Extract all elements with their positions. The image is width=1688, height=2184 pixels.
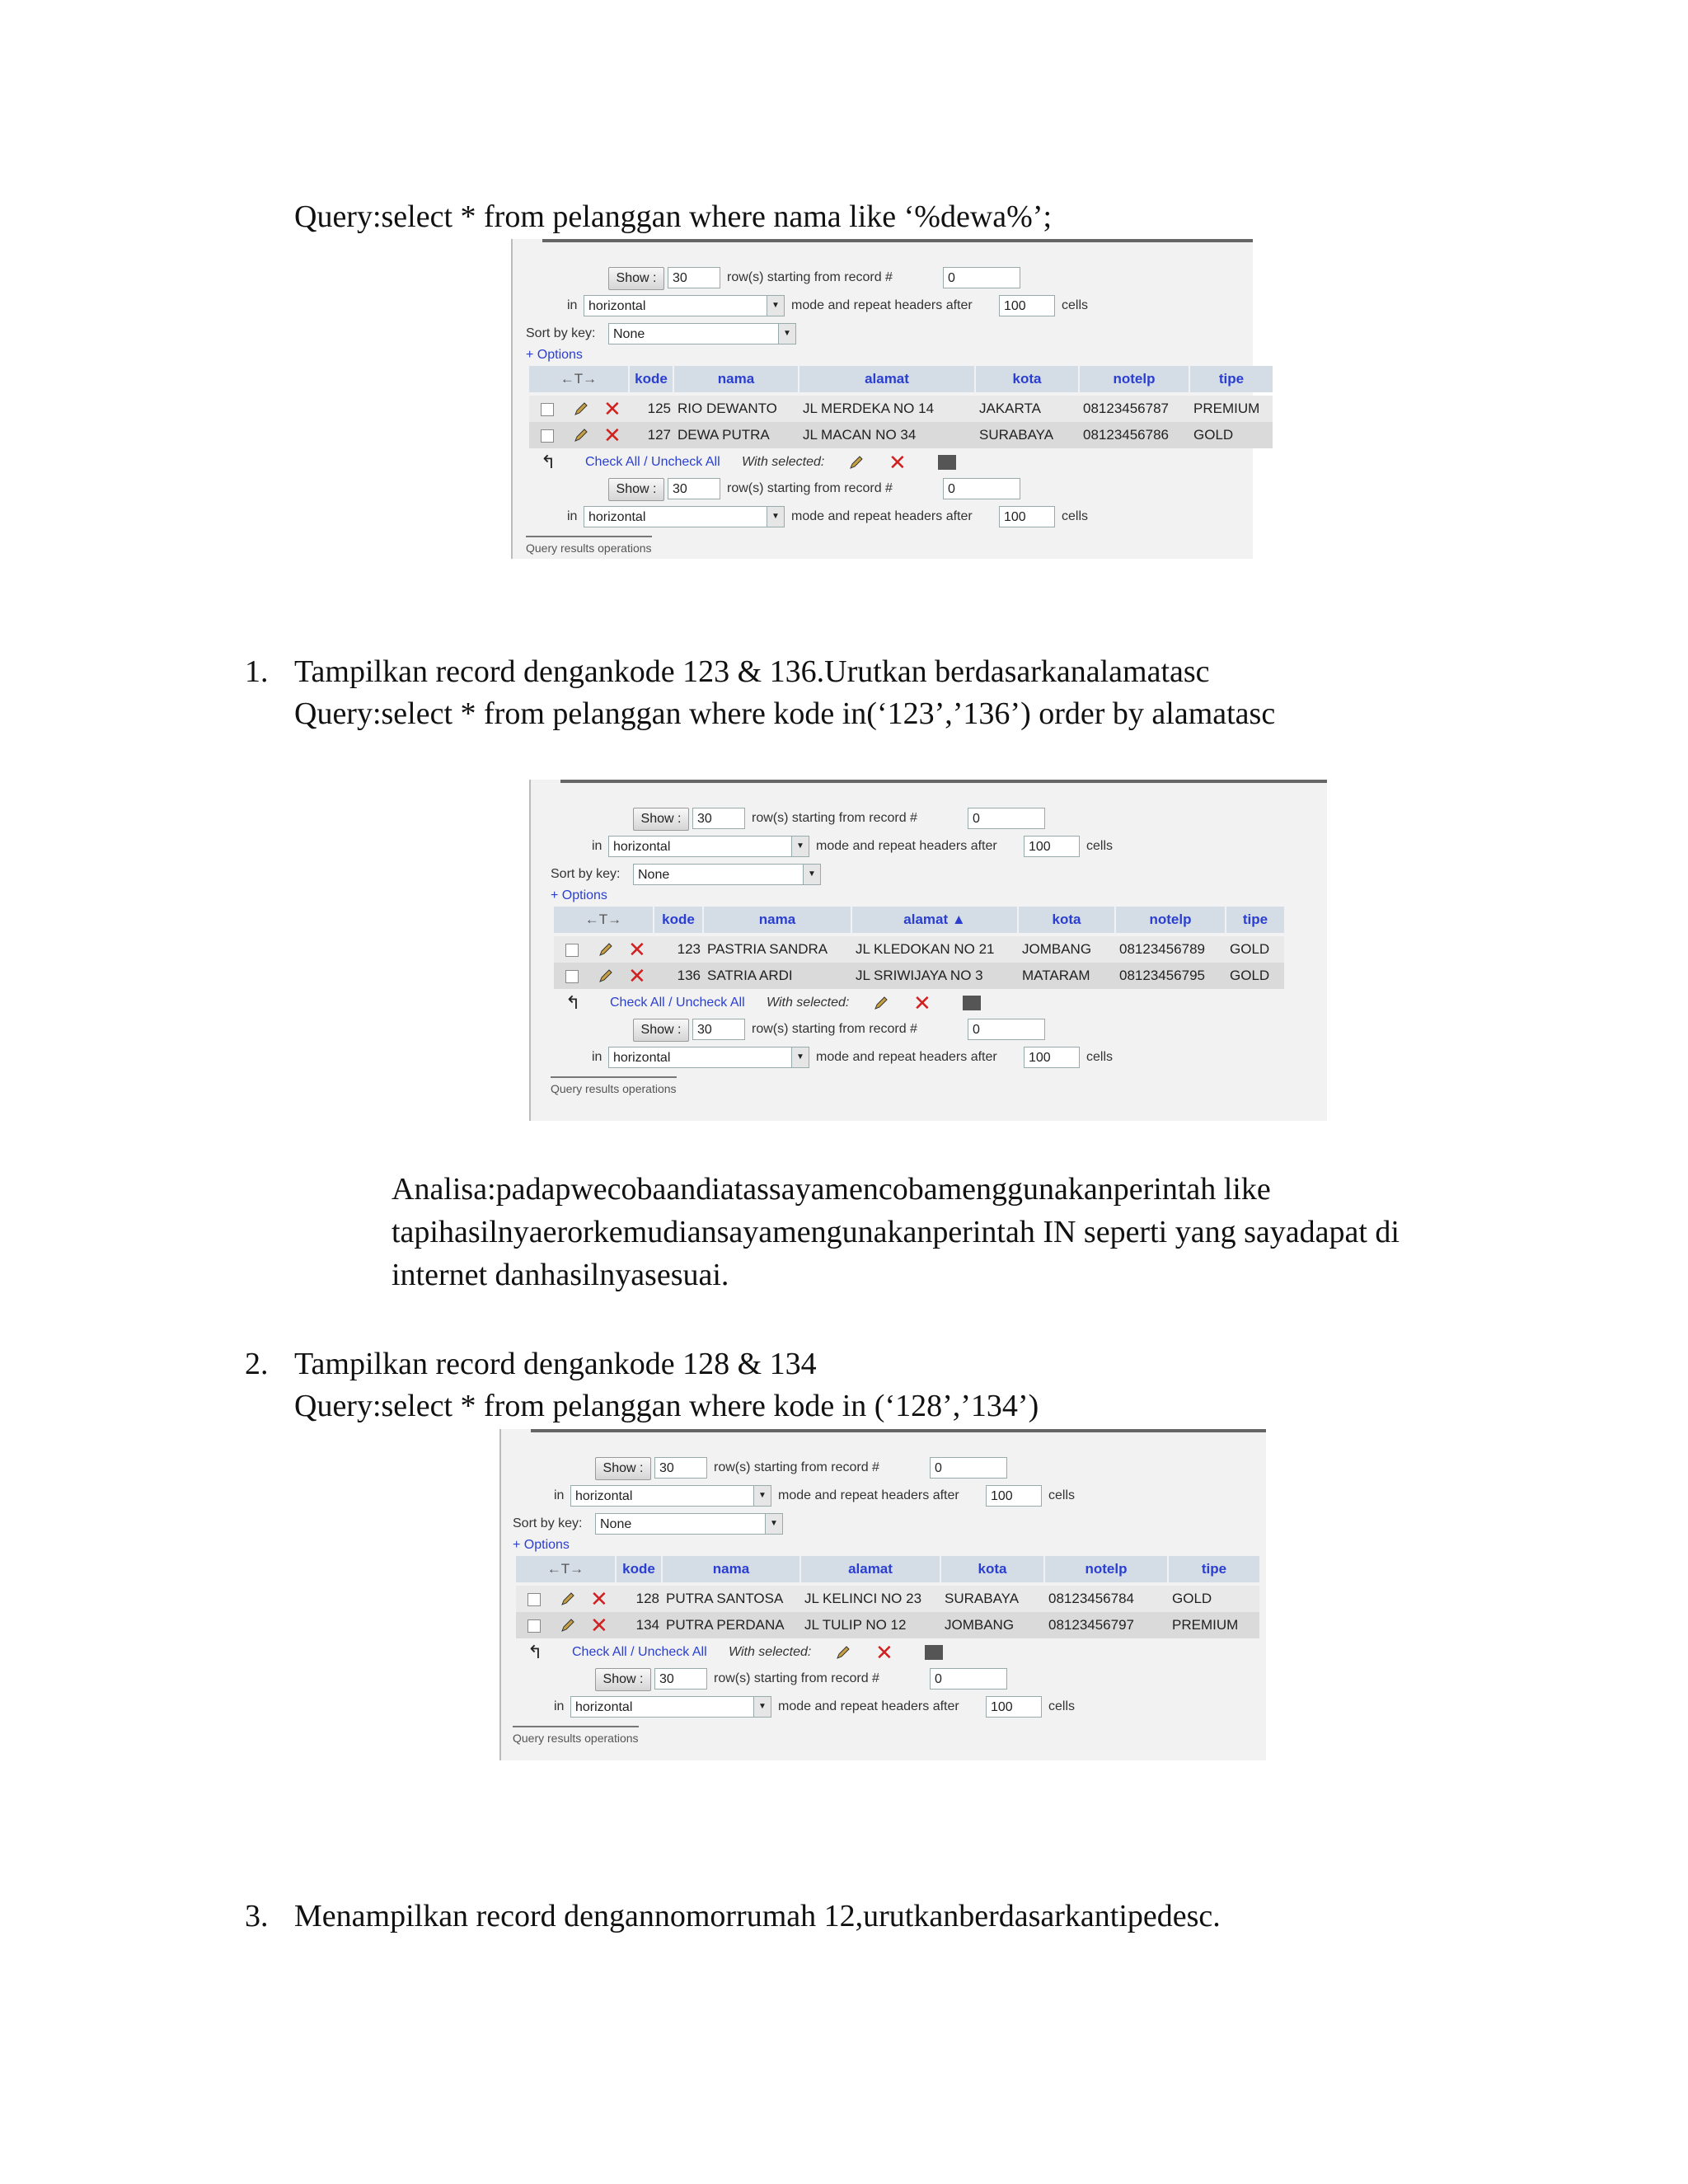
table-cell-alamat: JL MACAN NO 34: [803, 427, 917, 443]
rows-input-bottom[interactable]: 30: [692, 1019, 745, 1040]
show-button[interactable]: Show :: [595, 1457, 651, 1480]
check-all-link[interactable]: Check All / Uncheck All: [572, 1645, 707, 1659]
table-cell-kode: 136: [677, 968, 701, 983]
column-header-notelp[interactable]: notelp: [1116, 907, 1225, 933]
table-cell-kota: SURABAYA: [945, 1591, 1020, 1606]
mode-label: mode and repeat headers after: [816, 839, 997, 853]
table-cell-kota: JOMBANG: [1022, 941, 1092, 957]
sort-label: Sort by key:: [551, 867, 621, 881]
row-checkbox[interactable]: [528, 1619, 541, 1633]
rows-input-bottom[interactable]: 30: [668, 478, 720, 499]
cells-label-bottom: cells: [1086, 1050, 1114, 1064]
table-cell-tipe: PREMIUM: [1172, 1617, 1239, 1633]
column-header-notelp[interactable]: notelp: [1080, 366, 1189, 392]
rows-label-bottom: row(s) starting from record #: [714, 1671, 879, 1685]
sort-label: Sort by key:: [526, 326, 596, 340]
headers-input-bottom[interactable]: 100: [986, 1696, 1042, 1718]
delete-icon[interactable]: ✕: [590, 1613, 608, 1638]
item-1-query: Query:select * from pelanggan where kode in(‘123’,’136’) order by alamatasc: [294, 696, 1276, 731]
table-cell-nama: SATRIA ARDI: [707, 968, 793, 983]
cells-label: cells: [1062, 298, 1089, 312]
item-1-analysis-line-2: tapihasilnyaerorkemudiansayamengunakanperintah IN seperti yang sayadapat di: [392, 1215, 1400, 1249]
item-1-title: Tampilkan record dengankode 123 & 136.Urutkan berdasarkanalamatasc: [294, 654, 1210, 689]
bulk-edit-icon[interactable]: [872, 994, 890, 1012]
chevron-down-icon: ▼: [767, 507, 784, 527]
chevron-down-icon: ▼: [803, 865, 820, 884]
edit-icon[interactable]: [559, 1616, 577, 1634]
arrow-up-icon: ↰: [541, 452, 556, 472]
in-label: in: [592, 839, 603, 853]
show-button-bottom[interactable]: Show :: [595, 1668, 651, 1691]
result-panel-3: [499, 1429, 1266, 1760]
delete-icon[interactable]: ✕: [590, 1586, 608, 1611]
table-cell-alamat: JL KELINCI NO 23: [804, 1591, 922, 1606]
chevron-down-icon: ▼: [753, 1697, 771, 1717]
chevron-down-icon: ▼: [753, 1486, 771, 1506]
rows-label-bottom: row(s) starting from record #: [727, 481, 893, 495]
record-input-bottom[interactable]: 0: [943, 478, 1020, 499]
chevron-down-icon: ▼: [765, 1514, 782, 1534]
cells-label: cells: [1086, 839, 1114, 853]
column-arrows[interactable]: ←T→: [554, 907, 653, 933]
rows-label-bottom: row(s) starting from record #: [752, 1022, 917, 1036]
delete-icon[interactable]: ✕: [603, 396, 621, 421]
table-cell-notelp: 08123456795: [1119, 968, 1206, 983]
item-1-number: 1.: [245, 654, 269, 689]
chevron-down-icon: ▼: [791, 837, 809, 856]
arrow-up-icon: ↰: [565, 992, 581, 1013]
table-cell-tipe: GOLD: [1230, 941, 1270, 957]
arrow-up-icon: ↰: [528, 1642, 543, 1662]
mode-select[interactable]: horizontal ▼: [584, 295, 785, 316]
result-panel-1: [511, 239, 1260, 559]
column-header-kota[interactable]: kota: [976, 366, 1078, 392]
mode-label-bottom: mode and repeat headers after: [778, 1699, 959, 1713]
table-cell-nama: DEWA PUTRA: [678, 427, 770, 443]
chevron-down-icon: ▼: [791, 1047, 809, 1067]
table-cell-tipe: GOLD: [1193, 427, 1234, 443]
bulk-edit-icon[interactable]: [847, 453, 865, 471]
query-results-operations-label: Query results operations: [513, 1726, 639, 1749]
item-2-query: Query:select * from pelanggan where kode in (‘128’,’134’): [294, 1389, 1039, 1423]
table-cell-kode: 127: [647, 427, 671, 443]
table-cell-nama: PUTRA PERDANA: [666, 1617, 785, 1633]
with-selected-label: With selected:: [767, 996, 850, 1010]
headers-input-bottom[interactable]: 100: [999, 506, 1055, 527]
record-input[interactable]: 0: [968, 808, 1045, 829]
mode-select-bottom[interactable]: horizontal ▼: [608, 1047, 809, 1068]
table-cell-alamat: JL KLEDOKAN NO 21: [856, 941, 995, 957]
row-checkbox[interactable]: [565, 970, 579, 983]
table-cell-kode: 125: [647, 401, 671, 416]
bulk-delete-icon[interactable]: ✕: [875, 1640, 893, 1665]
column-header-alamat[interactable]: alamat: [799, 366, 974, 392]
table-cell-kota: JAKARTA: [979, 401, 1041, 416]
delete-icon[interactable]: ✕: [628, 937, 646, 962]
options-link[interactable]: + Options: [551, 888, 607, 902]
edit-icon[interactable]: [572, 426, 590, 444]
in-label: in: [567, 298, 578, 312]
cells-label: cells: [1048, 1488, 1076, 1502]
mode-label-bottom: mode and repeat headers after: [791, 509, 973, 523]
top-query: Query:select * from pelanggan where nama like ‘%dewa%’;: [294, 199, 1052, 234]
rows-label: row(s) starting from record #: [752, 811, 917, 825]
column-header-tipe[interactable]: tipe: [1226, 907, 1284, 933]
mode-select[interactable]: horizontal ▼: [608, 836, 809, 857]
column-header-nama[interactable]: nama: [663, 1556, 799, 1582]
sort-label: Sort by key:: [513, 1516, 583, 1530]
table-cell-notelp: 08123456786: [1083, 427, 1170, 443]
headers-input[interactable]: 100: [986, 1485, 1042, 1507]
item-2-title: Tampilkan record dengankode 128 & 134: [294, 1347, 817, 1381]
options-link[interactable]: + Options: [526, 348, 583, 362]
record-input[interactable]: 0: [930, 1457, 1007, 1479]
check-all-link[interactable]: Check All / Uncheck All: [585, 455, 720, 469]
table-cell-notelp: 08123456797: [1048, 1617, 1135, 1633]
headers-input-bottom[interactable]: 100: [1024, 1047, 1080, 1068]
row-checkbox[interactable]: [565, 944, 579, 957]
table-cell-notelp: 08123456784: [1048, 1591, 1135, 1606]
mode-label: mode and repeat headers after: [778, 1488, 959, 1502]
headers-input[interactable]: 100: [999, 295, 1055, 316]
table-cell-kode: 128: [635, 1591, 659, 1606]
mode-label: mode and repeat headers after: [791, 298, 973, 312]
query-results-operations-label: Query results operations: [551, 1076, 677, 1099]
mode-label-bottom: mode and repeat headers after: [816, 1050, 997, 1064]
column-header-alamat[interactable]: alamat: [801, 1556, 940, 1582]
rows-input[interactable]: 30: [668, 267, 720, 288]
item-2-number: 2.: [245, 1347, 269, 1381]
in-label-bottom: in: [592, 1050, 603, 1064]
table-cell-alamat: JL TULIP NO 12: [804, 1617, 907, 1633]
show-button[interactable]: Show :: [608, 267, 664, 290]
in-label-bottom: in: [567, 509, 578, 523]
bulk-edit-icon[interactable]: [834, 1643, 852, 1661]
record-input[interactable]: 0: [943, 267, 1020, 288]
column-header-nama[interactable]: nama: [704, 907, 851, 933]
bulk-delete-icon[interactable]: ✕: [889, 450, 907, 475]
check-all-link[interactable]: Check All / Uncheck All: [610, 996, 745, 1010]
column-header-nama[interactable]: nama: [674, 366, 798, 392]
delete-icon[interactable]: ✕: [628, 963, 646, 988]
sort-select[interactable]: None ▼: [633, 864, 821, 885]
item-3-number: 3.: [245, 1899, 269, 1933]
export-icon[interactable]: [938, 455, 956, 470]
table-cell-nama: PUTRA SANTOSA: [666, 1591, 784, 1606]
column-header-tipe[interactable]: tipe: [1190, 366, 1273, 392]
table-cell-nama: PASTRIA SANDRA: [707, 941, 828, 957]
show-button-bottom[interactable]: Show :: [608, 478, 664, 501]
table-cell-kota: SURABAYA: [979, 427, 1054, 443]
mode-select[interactable]: horizontal ▼: [570, 1485, 771, 1507]
cells-label-bottom: cells: [1048, 1699, 1076, 1713]
column-header-notelp[interactable]: notelp: [1045, 1556, 1167, 1582]
column-arrows[interactable]: ←T→: [529, 366, 628, 392]
column-header-tipe[interactable]: tipe: [1169, 1556, 1259, 1582]
table-cell-tipe: PREMIUM: [1193, 401, 1260, 416]
edit-icon[interactable]: [597, 940, 615, 958]
table-cell-kota: JOMBANG: [945, 1617, 1015, 1633]
column-header-kode[interactable]: kode: [617, 1556, 661, 1582]
with-selected-label: With selected:: [742, 455, 825, 469]
table-cell-alamat: JL SRIWIJAYA NO 3: [856, 968, 983, 983]
edit-icon[interactable]: [597, 967, 615, 985]
cells-label-bottom: cells: [1062, 509, 1089, 523]
mode-select-bottom[interactable]: horizontal ▼: [570, 1696, 771, 1718]
rows-label: row(s) starting from record #: [727, 270, 893, 284]
column-header-kota[interactable]: kota: [1019, 907, 1114, 933]
column-header-kode[interactable]: kode: [654, 907, 702, 933]
export-icon[interactable]: [963, 996, 981, 1010]
in-label-bottom: in: [554, 1699, 565, 1713]
item-3-title: Menampilkan record dengannomorrumah 12,urutkanberdasarkantipedesc.: [294, 1899, 1221, 1933]
row-checkbox[interactable]: [528, 1593, 541, 1606]
table-cell-notelp: 08123456787: [1083, 401, 1170, 416]
record-input-bottom[interactable]: 0: [968, 1019, 1045, 1040]
row-checkbox[interactable]: [541, 429, 554, 443]
table-cell-kode: 123: [677, 941, 701, 957]
delete-icon[interactable]: ✕: [603, 423, 621, 448]
headers-input[interactable]: 100: [1024, 836, 1080, 857]
edit-icon[interactable]: [572, 400, 590, 418]
table-cell-notelp: 08123456789: [1119, 941, 1206, 957]
table-cell-nama: RIO DEWANTO: [678, 401, 777, 416]
table-cell-kode: 134: [635, 1617, 659, 1633]
rows-input-bottom[interactable]: 30: [654, 1668, 707, 1690]
sort-select[interactable]: None ▼: [608, 323, 796, 344]
column-header-kode[interactable]: kode: [630, 366, 673, 392]
export-icon[interactable]: [925, 1645, 943, 1660]
table-cell-tipe: GOLD: [1172, 1591, 1212, 1606]
table-cell-alamat: JL MERDEKA NO 14: [803, 401, 935, 416]
table-cell-kota: MATARAM: [1022, 968, 1090, 983]
column-arrows[interactable]: ←T→: [516, 1556, 615, 1582]
mode-select-bottom[interactable]: horizontal ▼: [584, 506, 785, 527]
edit-icon[interactable]: [559, 1590, 577, 1608]
rows-input[interactable]: 30: [654, 1457, 707, 1479]
rows-input[interactable]: 30: [692, 808, 745, 829]
table-cell-tipe: GOLD: [1230, 968, 1270, 983]
sort-select[interactable]: None ▼: [595, 1513, 783, 1535]
rows-label: row(s) starting from record #: [714, 1460, 879, 1474]
record-input-bottom[interactable]: 0: [930, 1668, 1007, 1690]
bulk-delete-icon[interactable]: ✕: [913, 991, 931, 1015]
show-button-bottom[interactable]: Show :: [633, 1019, 689, 1042]
column-header-alamat[interactable]: alamat ▲: [852, 907, 1017, 933]
options-link[interactable]: + Options: [513, 1538, 570, 1552]
result-panel-2: [529, 780, 1327, 1121]
row-checkbox[interactable]: [541, 403, 554, 416]
show-button[interactable]: Show :: [633, 808, 689, 831]
chevron-down-icon: ▼: [778, 324, 795, 344]
item-1-analysis-line-3: internet danhasilnyasesuai.: [392, 1258, 729, 1292]
item-1-analysis-line-1: Analisa:padapwecobaandiatassayamencobamenggunakanperintah like: [392, 1172, 1271, 1207]
chevron-down-icon: ▼: [767, 296, 784, 316]
query-results-operations-label: Query results operations: [526, 536, 652, 559]
with-selected-label: With selected:: [729, 1645, 812, 1659]
in-label: in: [554, 1488, 565, 1502]
column-header-kota[interactable]: kota: [941, 1556, 1043, 1582]
